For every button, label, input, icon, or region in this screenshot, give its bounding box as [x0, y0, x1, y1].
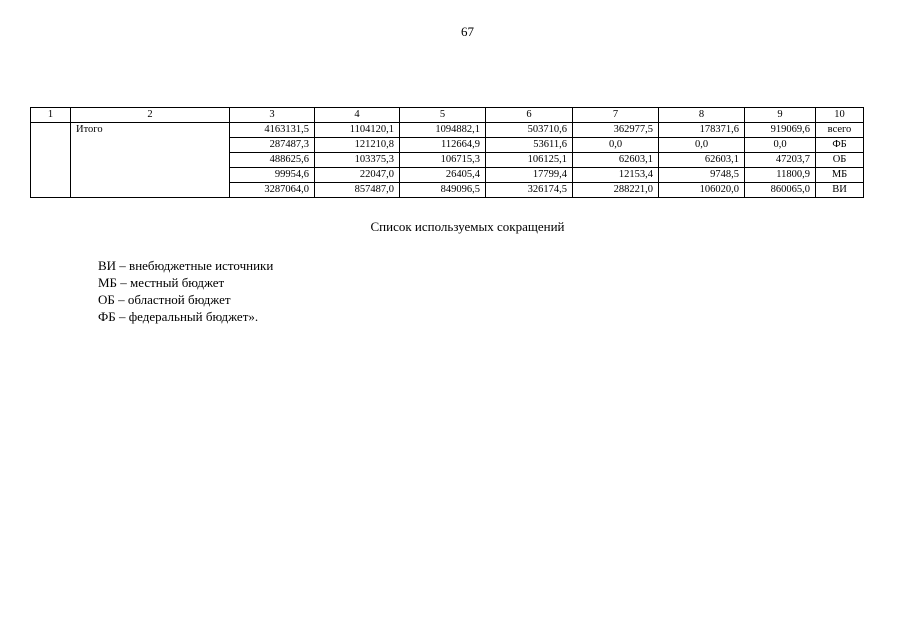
funding-source-cell: ОБ: [816, 153, 864, 168]
column-header: 9: [745, 108, 816, 123]
list-item: ВИ – внебюджетные источники: [98, 258, 274, 273]
table-cell: 106715,3: [400, 153, 486, 168]
column-header: 8: [659, 108, 745, 123]
table-cell: 47203,7: [745, 153, 816, 168]
page-number: 67: [461, 24, 474, 39]
table-cell: 1094882,1: [400, 123, 486, 138]
list-item: ФБ – федеральный бюджет».: [98, 309, 259, 324]
column-header: 5: [400, 108, 486, 123]
table-cell: 503710,6: [486, 123, 573, 138]
table-cell: 62603,1: [573, 153, 659, 168]
list-item: ОБ – областной бюджет: [98, 292, 231, 307]
table-cell: 112664,9: [400, 138, 486, 153]
table-cell: 0,0: [573, 138, 659, 153]
table-cell: 4163131,5: [230, 123, 315, 138]
column-header: 3: [230, 108, 315, 123]
table-cell: 9748,5: [659, 168, 745, 183]
table-cell: 326174,5: [486, 183, 573, 198]
table-cell: 22047,0: [315, 168, 400, 183]
table-cell: 106125,1: [486, 153, 573, 168]
table-cell: 106020,0: [659, 183, 745, 198]
column-header: 2: [71, 108, 230, 123]
abbreviations-list: [98, 257, 273, 325]
table-cell: 11800,9: [745, 168, 816, 183]
table-cell: 0,0: [659, 138, 745, 153]
table-cell: 287487,3: [230, 138, 315, 153]
table-cell: 26405,4: [400, 168, 486, 183]
group-label: Итого: [71, 123, 230, 198]
funding-source-cell: ФБ: [816, 138, 864, 153]
column-header: 6: [486, 108, 573, 123]
table-cell: 99954,6: [230, 168, 315, 183]
table-cell: 121210,8: [315, 138, 400, 153]
table-cell: 62603,1: [659, 153, 745, 168]
table-row: [31, 123, 864, 138]
table-header-row: [31, 108, 864, 123]
funding-source-cell: МБ: [816, 168, 864, 183]
table-cell: 857487,0: [315, 183, 400, 198]
funding-source-cell: всего: [816, 123, 864, 138]
column-header: 10: [816, 108, 864, 123]
table-cell: 0,0: [745, 138, 816, 153]
table-cell: 362977,5: [573, 123, 659, 138]
list-item: МБ – местный бюджет: [98, 275, 225, 290]
column-header: 1: [31, 108, 71, 123]
table-cell: 3287064,0: [230, 183, 315, 198]
budget-table: [30, 107, 864, 198]
table-cell: 288221,0: [573, 183, 659, 198]
table-cell: 17799,4: [486, 168, 573, 183]
table-cell: 488625,6: [230, 153, 315, 168]
table-cell: 12153,4: [573, 168, 659, 183]
funding-source-cell: ВИ: [816, 183, 864, 198]
abbreviations-title: Список используемых сокращений: [370, 219, 565, 234]
table-cell: 53611,6: [486, 138, 573, 153]
empty-cell: [31, 123, 71, 198]
table-cell: 860065,0: [745, 183, 816, 198]
table-cell: 1104120,1: [315, 123, 400, 138]
table-cell: 919069,6: [745, 123, 816, 138]
column-header: 7: [573, 108, 659, 123]
table-cell: 103375,3: [315, 153, 400, 168]
table-cell: 178371,6: [659, 123, 745, 138]
table-cell: 849096,5: [400, 183, 486, 198]
column-header: 4: [315, 108, 400, 123]
